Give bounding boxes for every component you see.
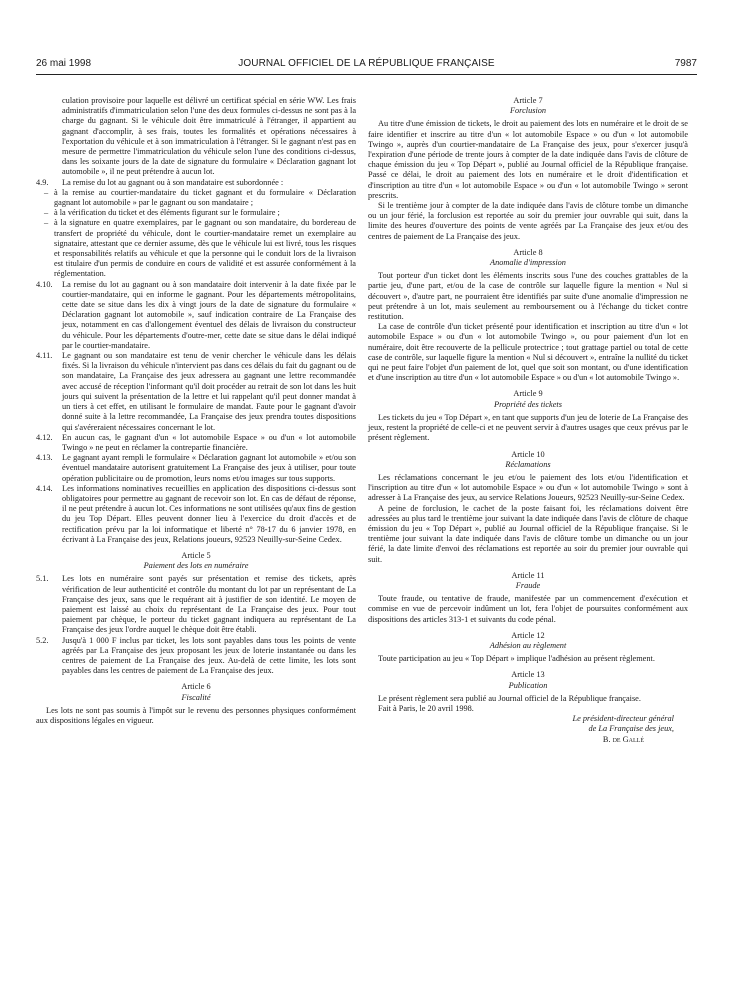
article-13-paragraph: Le présent règlement sera publié au Journal officiel de la République française. (378, 693, 641, 703)
article-11-subtitle: Fraude (515, 580, 541, 590)
article-6-subtitle: Fiscalité (181, 692, 211, 702)
right-column (368, 96, 688, 745)
clause-4-13 (36, 453, 356, 484)
clause-text: Jusqu'à 1 000 F inclus par ticket, les lots sont payables dans tous les points de vente agréés par La Française des jeux proposant les jeux de loterie instantanée ou dans les centres de paiement de La Française des jeux. Au-delà de cette limite, les lots sont payables dans les centres de paiement de La Française des jeux. (62, 635, 356, 676)
article-10-subtitle: Réclamations (505, 459, 551, 469)
signatory-name: B. de Gallé (602, 734, 644, 744)
article-10-paragraph: A peine de forclusion, le cachet de la poste faisant foi, les réclamations doivent être adressées au plus tard le trentième jour suivant la date indiquée dans l'avis de clôture de chaque émission du jeu « Top Départ », publié au Journal officiel de la République française. Si le trentième jour suivant la date indiquée dans l'avis de clôture tombe un dimanche ou un jour férié, la date limite d'envoi des réclamations est reportée au soir du premier jour ouvrable qui suit. (368, 503, 688, 564)
clause-text: En aucun cas, le gagnant d'un « lot automobile Espace » ou d'un « lot automobile Twingo » ne peut en réclamer la contrepartie financière. (62, 432, 356, 452)
clause-number: 4.14. (36, 483, 53, 493)
article-7-paragraph: Au titre d'une émission de tickets, le droit au paiement des lots en numéraire et le droit de se faire identifier et inscrire au titre d'un « lot automobile Espace » ou d'un « lot automobile Twingo », auprès d'un courtier-mandataire de La Française des jeux, pour s'exercer jusqu'à l'expiration d'une période de trente jours à compter de la date indiquée dans l'avis de clôture de chaque émission du jeu « Top Départ », publié au Journal officiel de la République française. Passé ce délai, le droit au paiement des lots en numéraire et le droit d'identification et d'inscription au titre d'un « lot automobile Espace » ou d'un « lot automobile Twingo » seront prescrits. (368, 119, 688, 200)
clause-text: La remise du lot au gagnant ou à son mandataire est subordonnée : (62, 177, 284, 187)
clause-4-14 (36, 484, 356, 545)
clause-number: 5.1. (36, 574, 49, 584)
list-item: – à la signature en quatre exemplaires, par le gagnant ou son mandataire, du bordereau de transfert de propriété du véhicule, dont le courtier-mandataire remet un exemplaire au signataire, attestant que ce dernier assume, dès que le véhicule lui est livré, tous les risques et responsabilités relatifs au véhicule et que la personne qui le conduit lors de la livraison est titulaire d'un permis de conduire en cours de validité et est assurée conformément à la réglementation. (44, 218, 356, 279)
article-5-title: Article 5 (181, 550, 211, 560)
signing-place-date: Fait à Paris, le 20 avril 1998. (378, 703, 474, 713)
clause-4-11 (36, 351, 356, 433)
article-8-title: Article 8 (513, 247, 543, 257)
left-column (36, 96, 356, 726)
header-rule (36, 74, 697, 75)
clause-number: 4.11. (36, 351, 53, 361)
page-number: 7987 (674, 58, 697, 69)
article-12-paragraph: Toute participation au jeu « Top Départ » implique l'adhésion au présent règlement. (378, 654, 655, 664)
clause-number: 5.2. (36, 635, 49, 645)
article-7-paragraph: Si le trentième jour à compter de la date indiquée dans l'avis de clôture tombe un dimanche ou un jour férié, la forclusion est reportée au soir du premier jour ouvrable qui suit, dans la limite des heures d'ouverture des points de vente agréés par La Française des jeux et/ou des centres de paiement de La Française des jeux. (368, 201, 688, 241)
article-8-paragraph: La case de contrôle d'un ticket présenté pour identification et inscription au titre d'un « lot automobile Espace » ou d'un « lot automobile Twingo », ou pour paiement d'un lot en numéraire, doit être recouverte de la pellicule protectrice ; tout grattage partiel ou total de cette case de contrôle, sur laquelle figure la mention « Nul si découvert », entraîne la nullité du ticket qui ne peut faire l'objet d'un paiement de lot, quel que soit son montant, ou d'une identification et d'une inscription au titre d'un « lot automobile Espace » ou d'un « lot automobile Twingo ». (368, 322, 688, 383)
list-item-text: à la remise au courtier-mandataire du ticket gagnant et du formulaire « Déclaration gagnant lot automobile » par le gagnant ou son mandataire ; (54, 187, 356, 208)
article-9-paragraph: Les tickets du jeu « Top Départ », en tant que supports d'un jeu de loterie de La Française des jeux, restent la propriété de celle-ci et ne peuvent servir à d'autres usages que ceux prévus par le présent règlement. (368, 412, 688, 443)
page-header (36, 58, 697, 74)
clause-4-9 (36, 178, 356, 188)
article-13-subtitle: Publication (508, 680, 548, 690)
clause-text: Les lots en numéraire sont payés sur présentation et remise des tickets, après vérification de leur authenticité et contrôle du montant du lot par un représentant de La Française des jeux, sans que le requérant ait à justifier de son identité. Le moyen de paiement est laissé au choix du représentant de La Française des jeux. Pour tout paiement par chèque, le porteur du ticket gagnant indiquera au représentant de La Française des jeux l'ordre auquel le chèque doit être établi. (62, 574, 356, 635)
continued-paragraph: culation provisoire pour laquelle est délivré un certificat spécial en série WW. Les frais administratifs d'immatriculation selon l'une des deux formules ci-dessus ne sont pas à la charge du gagnant. Si le véhicule doit être immatriculé à l'étranger, il appartient au gagnant d'accomplir, à ses frais, toutes les formalités et opérations nécessaires à l'exportation du véhicule et à son immatriculation à l'étranger. Si le gagnant n'est pas en mesure de permettre l'immatriculation du véhicule selon l'une des conditions ci-dessus, dans les soixante jours de la date de signature du formulaire « Déclaration gagnant lot automobile », il ne peut prétendre à aucun lot. (62, 96, 356, 177)
list-item: – à la remise au courtier-mandataire du ticket gagnant et du formulaire « Déclaration gagnant lot automobile » par le gagnant ou son mandataire ; (44, 187, 356, 208)
list-item-text: à la vérification du ticket et des éléments figurant sur le formulaire ; (54, 208, 280, 218)
clause-4-12 (36, 433, 356, 453)
article-11-paragraph: Toute fraude, ou tentative de fraude, manifestée par un commencement d'exécution et commise en vue de percevoir indûment un lot, fera l'objet de poursuites conformément aux dispositions des articles 313-1 et suivants du code pénal. (368, 594, 688, 624)
clause-text: Les informations nominatives recueillies en application des dispositions ci-dessus sont obligatoires pour permettre au gagnant de recevoir son lot. En cas de défaut de réponse, il ne peut prétendre à aucun lot. Ces informations ne sont utilisées qu'aux fins de gestion du jeu Top Départ. Elles peuvent donner lieu à l'exercice du droit d'accès et de rectification prévu par la loi informatique et liberté n° 78-17 du 6 janvier 1978, en écrivant à La Française des jeux, Relations joueurs, 92523 Neuilly-sur-Seine Cedex. (62, 483, 356, 544)
article-11-title: Article 11 (511, 570, 545, 580)
clause-number: 4.9. (36, 177, 49, 187)
signatory-title: Le président-directeur général (572, 714, 674, 724)
article-13-title: Article 13 (511, 670, 545, 680)
article-6-text: Les lots ne sont pas soumis à l'impôt sur le revenu des personnes physiques conformément aux dispositions légales en vigueur. (36, 705, 356, 725)
article-6-title: Article 6 (181, 682, 211, 692)
clause-number: 4.12. (36, 432, 53, 442)
article-7-subtitle: Forclusion (509, 106, 547, 116)
list-item-text: à la signature en quatre exemplaires, par le gagnant ou son mandataire, du bordereau de transfert de propriété du véhicule, dont le courtier-mandataire remet un exemplaire au signataire, attestant que ce dernier assume, dès que le véhicule lui est livré, tous les risques et responsabilités relatifs au véhicule et que la personne qui le conduit lors de la livraison est titulaire d'un permis de conduire en cours de validité et est assurée conformément à la réglementation. (54, 218, 356, 279)
article-10-paragraph: Les réclamations concernant le jeu et/ou le paiement des lots et/ou l'identification et l'inscription au titre d'un « lot automobile Espace » ou d'un « lot automobile Twingo » sont à adresser à La Française des jeux, au service Relations Joueurs, 92523 Neuilly-sur-Seine Cedex. (368, 472, 688, 503)
signatory-organization: de La Française des jeux, (588, 724, 674, 734)
clause-5-2 (36, 636, 356, 677)
journal-title: JOURNAL OFFICIEL DE LA RÉPUBLIQUE FRANÇAISE (238, 58, 495, 69)
clause-4-10 (36, 280, 356, 351)
article-12-subtitle: Adhésion au règlement (489, 640, 567, 650)
article-7-title: Article 7 (513, 96, 543, 105)
article-10-title: Article 10 (511, 449, 545, 459)
article-9-title: Article 9 (513, 389, 543, 399)
clause-number: 4.10. (36, 279, 53, 289)
clause-text: Le gagnant ou son mandataire est tenu de venir chercher le véhicule dans les délais fixés. Si la livraison du véhicule n'intervient pas dans ces délais du fait du gagnant ou de son mandataire, La Française des jeux adressera au gagnant une lettre recommandée avec accusé de réception l'informant qu'il doit procéder au retrait de son lot dans les huit jours qui suivent la présentation de la lettre et lui rappelant qu'il peut donner mandat à un tiers à cet effet, en utilisant le formulaire de mandat. Faute pour le gagnant d'avoir donné suite à la lettre recommandée, La Française des jeux prendra toutes dispositions qui s'avéreraient nécessaires concernant le lot. (62, 351, 356, 432)
issue-date: 26 mai 1998 (36, 58, 92, 69)
article-8-paragraph: Tout porteur d'un ticket dont les éléments inscrits sous l'une des couches grattables de la partie jeu, d'une part, et/ou de la case de contrôle sur laquelle figure la mention « Nul si découvert », d'autre part, ne pourraient être identifiés par suite d'une anomalie d'impression ne peut prétendre à un lot, mais seulement au remboursement ou à l'échange du ticket contre restitution. (368, 271, 688, 322)
article-9-subtitle: Propriété des tickets (494, 399, 562, 409)
clause-number: 4.13. (36, 453, 53, 463)
clause-5-1 (36, 574, 356, 635)
article-5-subtitle: Paiement des lots en numéraire (143, 561, 249, 571)
article-12-title: Article 12 (511, 630, 545, 640)
clause-text: Le gagnant ayant rempli le formulaire « Déclaration gagnant lot automobile » et/ou son éventuel mandataire autorisent gratuitement La Française des jeux à utiliser, pour toute opération publicitaire ou de promotion, leurs noms et/ou images sur tous supports. (62, 453, 356, 483)
list-item: – à la vérification du ticket et des éléments figurant sur le formulaire ; (36, 208, 356, 218)
clause-text: La remise du lot au gagnant ou à son mandataire doit intervenir à la date fixée par le courtier-mandataire, qui en informe le gagnant. Pour les départements métropolitains, cette date se situe dans les dix à vingt jours de la date de signature du formulaire « Déclaration gagnant lot automobile », sauf indication contraire de La Française des jeux, notamment en cas d'allongement éventuel des délais de livraison du constructeur du véhicule. Pour les départements d'outre-mer, cette date se situe dans le délai indiqué par le courtier-mandataire. (62, 279, 356, 350)
article-8-subtitle: Anomalie d'impression (490, 258, 566, 268)
